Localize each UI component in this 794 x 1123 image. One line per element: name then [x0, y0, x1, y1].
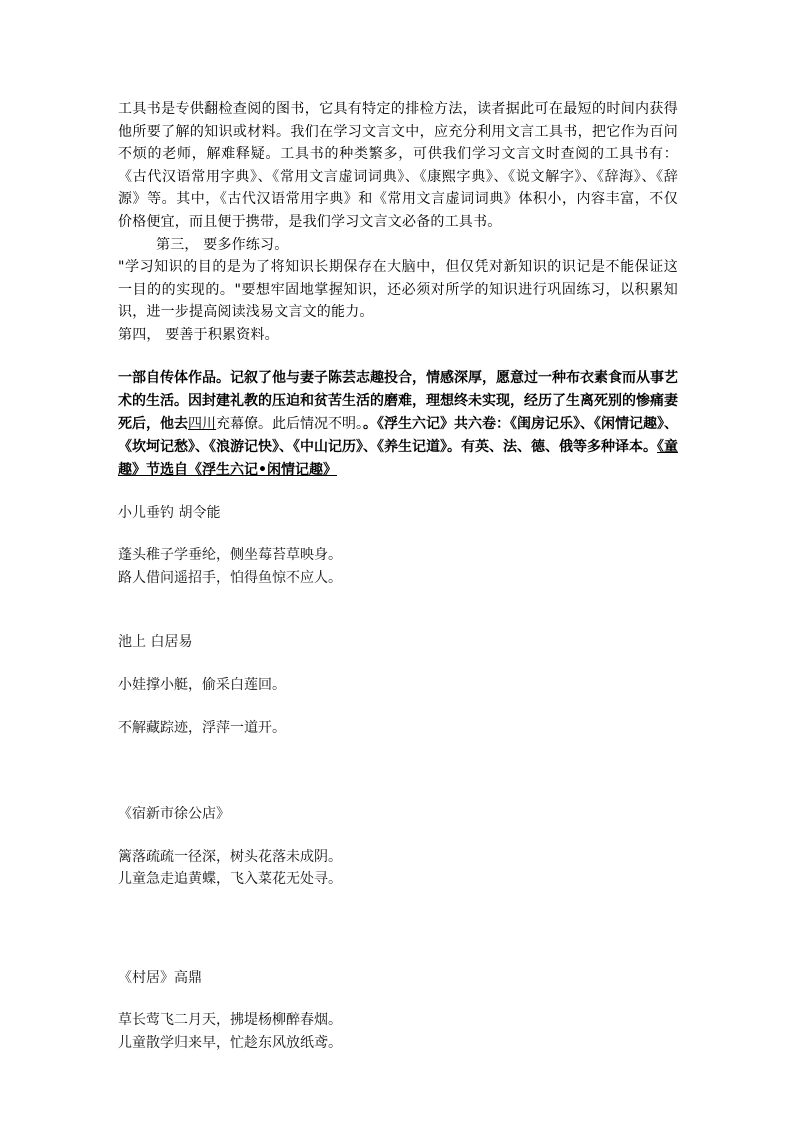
poem-body — [118, 1009, 678, 1054]
poem-title: 《村居》高鼎 — [118, 969, 202, 986]
bio-text-part4: 《童趣》节选自《浮生六记•闲情记趣》 — [118, 438, 678, 478]
poem-line: 篱落疏疏一径深，树头花落未成阴。 — [118, 848, 342, 865]
intro-paragraph-2: "学习知识的目的是为了将知识长期保存在大脑中，但仅凭对新知识的识记是不能保证这一目的的实现的。"要想牢固地掌握知识，还必须对所学的知识进行巩固练习，以积累知识，进一步提高阅读浅易文言文的能力。 — [118, 259, 678, 321]
poem-title: 池上 白居易 — [118, 634, 193, 651]
poem-line: 小娃撑小艇，偷采白莲回。 — [118, 676, 286, 693]
bio-text-part1: 一部自传体作品。记叙了他与妻子陈芸志趣投合，情感深厚，愿意过一种布衣素食而从事艺术的生活。因封建礼教的压迫和贫苦生活的磨难，理想终未实现，经历了生离死别的惨痛妻死后，他去 — [118, 369, 678, 432]
poem-line: 不解藏踪迹，浮萍一道开。 — [118, 719, 286, 736]
section-heading-fourth: 第四， 要善于积累资料。 — [118, 326, 279, 343]
intro-paragraph-1: 工具书是专供翻检查阅的图书，它具有特定的排检方法，读者据此可在最短的时间内获得他所要了解的知识或材料。我们在学习文言文中，应充分利用文言工具书，把它作为百问不烦的老师，解难释疑。工具书的种类繁多，可供我们学习文言文时查阅的工具书有：《古代汉语常用字典》、《常用文言虚词词典》、《康熙字典》、《说文解字》、《辞海》、《辞源》等。其中，《古代汉语常用字典》和《常用文言虚词词典》体积小，内容丰富，不仅价格便宜，而且便于携带，是我们学习文言文必备的工具书。 — [118, 101, 678, 230]
document-page — [118, 98, 678, 1055]
poem-title: 小儿垂钓 胡令能 — [118, 504, 221, 521]
poem-line: 蓬头稚子学垂纶，侧坐莓苔草映身。 — [118, 547, 342, 564]
poem-line: 路人借问遥招手，怕得鱼惊不应人。 — [118, 569, 342, 586]
bio-text-part3: 。《浮生六记》共六卷：《闺房记乐》、《闲情记趣》、《坎坷记愁》、《浪游记快》、《中山记历》、《养生记道》。有英、法、德、俄等多种译本。 — [118, 415, 678, 455]
poem-body — [118, 544, 678, 589]
poem-line: 草长莺飞二月天，拂堤杨柳醉春烟。 — [118, 1012, 342, 1029]
poem-line: 儿童急走追黄蝶，飞入菜花无处寻。 — [118, 871, 342, 888]
bio-text-part2: 充幕僚。此后情况不明。 — [216, 415, 363, 432]
section-heading-third: 第三， 要多作练习。 — [156, 236, 289, 253]
poem-line: 儿童散学归来早，忙趁东风放纸鸢。 — [118, 1035, 342, 1052]
bio-paragraph — [118, 367, 678, 482]
poem-title: 《宿新市徐公店》 — [118, 806, 230, 823]
place-link-sichuan[interactable]: 四川 — [188, 415, 216, 432]
poem-body — [118, 846, 678, 891]
